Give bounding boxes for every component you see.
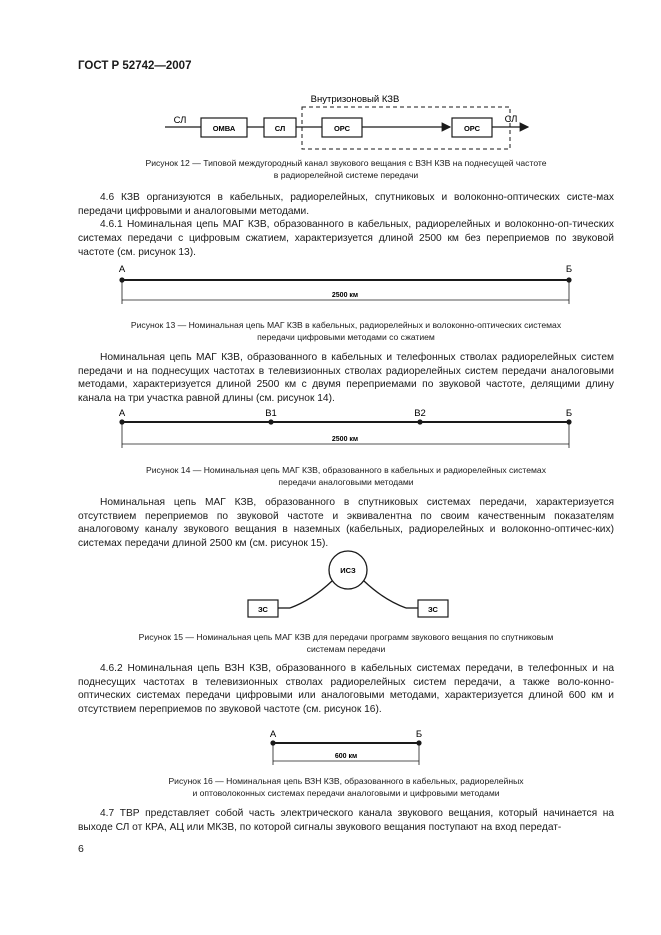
caption-line: Рисунок 13 — Номинальная цепь МАГ КЗВ в кабельных, радиорелейных и волоконно-оптических системах	[130, 320, 562, 330]
satellite-label: ИСЗ	[340, 566, 356, 575]
point-b-label: Б	[415, 729, 423, 740]
figure-15-diagram	[240, 550, 460, 622]
point-b-label: Б	[565, 408, 573, 419]
text-block-mag-cable	[78, 351, 614, 406]
sl-block-label: СЛ	[274, 124, 286, 133]
point-v2-label: В2	[414, 408, 426, 419]
distance-label: 600 км	[334, 753, 358, 760]
text-block-4-6	[78, 191, 614, 260]
paragraph-4-7: 4.7 ТВР представляет собой часть электрического канала звукового вещания, который начинается на выходе СЛ от КРА, АЦ или МКЗВ, по которой сигналы звукового вещания поступают на вход передат-	[78, 808, 614, 833]
caption-line: Рисунок 16 — Номинальная цепь ВЗН КЗВ, образованного в кабельных, радиорелейных	[168, 776, 524, 786]
omva-label: ОМВА	[212, 124, 236, 133]
point-a-label: А	[118, 408, 126, 419]
figure-12-diagram	[160, 92, 540, 152]
ors-right-label: ОРС	[463, 124, 481, 133]
figure-14-diagram	[110, 406, 580, 454]
text-block-mag-sat	[78, 496, 614, 551]
right-line-label: СЛ	[504, 114, 518, 125]
figure-15-caption	[78, 632, 614, 655]
caption-line: и оптоволоконных системах передачи аналоговыми и цифровыми методами	[192, 787, 500, 798]
text-block-4-6-2	[78, 662, 614, 717]
caption-line: системам передачи	[306, 643, 386, 654]
caption-line: Рисунок 14 — Номинальная цепь МАГ КЗВ, образованного в кабельных и радиорелейных системах	[146, 465, 546, 475]
relay-dot	[268, 419, 273, 424]
ors-left-label: ОРС	[333, 124, 351, 133]
earth-station-right-label: ЗС	[428, 605, 438, 614]
caption-line: передачи аналоговыми методами	[278, 476, 414, 487]
figure-13-diagram	[110, 260, 580, 308]
caption-line: Рисунок 15 — Номинальная цепь МАГ КЗВ для передачи программ звукового вещания по спутниковым	[138, 632, 554, 642]
point-a-label: А	[269, 729, 277, 740]
text-block-4-7	[78, 807, 614, 834]
paragraph-mag-sat: Номинальная цепь МАГ КЗВ, образованного в спутниковых системах передачи, характеризуется отсутствием переприемов по звуковой частоте и эквивалентна по своим качественным показателям аналоговому каналу звукового вещания в наземных (кабельных, радиорелейных и волоконно-оптичес-ких) системах передачи длиной 2500 км (см. рисунок 15).	[78, 497, 614, 550]
paragraph-4-6-2: 4.6.2 Номинальная цепь ВЗН КЗВ, образованного в кабельных системах передачи, в телефонных и на поднесущих частотах в телевизионных стволах радиорелейных систем передачи, а также воло-конно-оптических системах передачи цифровыми или аналоговыми методами, характеризуется длиной 600 км и отсутствием переприемов по звуковой частоте (см. рисунок 16).	[78, 663, 614, 716]
paragraph-4-6-1: 4.6.1 Номинальная цепь МАГ КЗВ, образованного в кабельных, радиорелейных и волоконно-оп-тических системах передачи с цифровым сжатием, характеризуется длиной 2500 км без переприемов по звуковой частоте (см. рисунок 13).	[78, 219, 614, 258]
figure-13-caption	[78, 320, 614, 343]
paragraph-4-6: 4.6 КЗВ организуются в кабельных, радиорелейных, спутниковых и волоконно-оптических систе-мах передачи цифровыми и аналоговыми методами.	[78, 192, 614, 217]
uplink-arc	[290, 581, 332, 608]
distance-label: 2500 км	[331, 436, 359, 443]
outer-channel-label: Внутризоновый КЗВ	[310, 94, 400, 105]
figure-14-caption	[78, 465, 614, 488]
figure-12-caption	[78, 158, 614, 181]
caption-line: передачи цифровыми методами со сжатием	[257, 331, 435, 342]
earth-station-left-label: ЗС	[258, 605, 268, 614]
relay-dot	[417, 419, 422, 424]
paragraph-mag-cable: Номинальная цепь МАГ КЗВ, образованного в кабельных и телефонных стволах радиорелейных систем передачи и на поднесущих частотах в телевизионных стволах радиорелейных систем передачи аналоговыми методами, характеризуется длиной 2500 км с двумя переприемами по звуковой частоте, делящими длину канала на три участка равной длины (см. рисунок 14).	[78, 352, 614, 405]
document-id: ГОСТ Р 52742—2007	[78, 60, 192, 72]
page-number: 6	[78, 843, 84, 855]
caption-line: Рисунок 12 — Типовой междугородный канал звукового вещания с ВЗН КЗВ на поднесущей частоте	[145, 158, 547, 168]
figure-16-caption	[78, 776, 614, 799]
point-a-label: А	[118, 264, 126, 275]
distance-label: 2500 км	[331, 292, 359, 299]
figure-16-diagram	[262, 728, 432, 768]
caption-line: в радиорелейной системе передачи	[273, 169, 419, 180]
left-line-label: СЛ	[173, 115, 187, 126]
downlink-arc	[364, 581, 406, 608]
point-v1-label: В1	[265, 408, 277, 419]
point-b-label: Б	[565, 264, 573, 275]
